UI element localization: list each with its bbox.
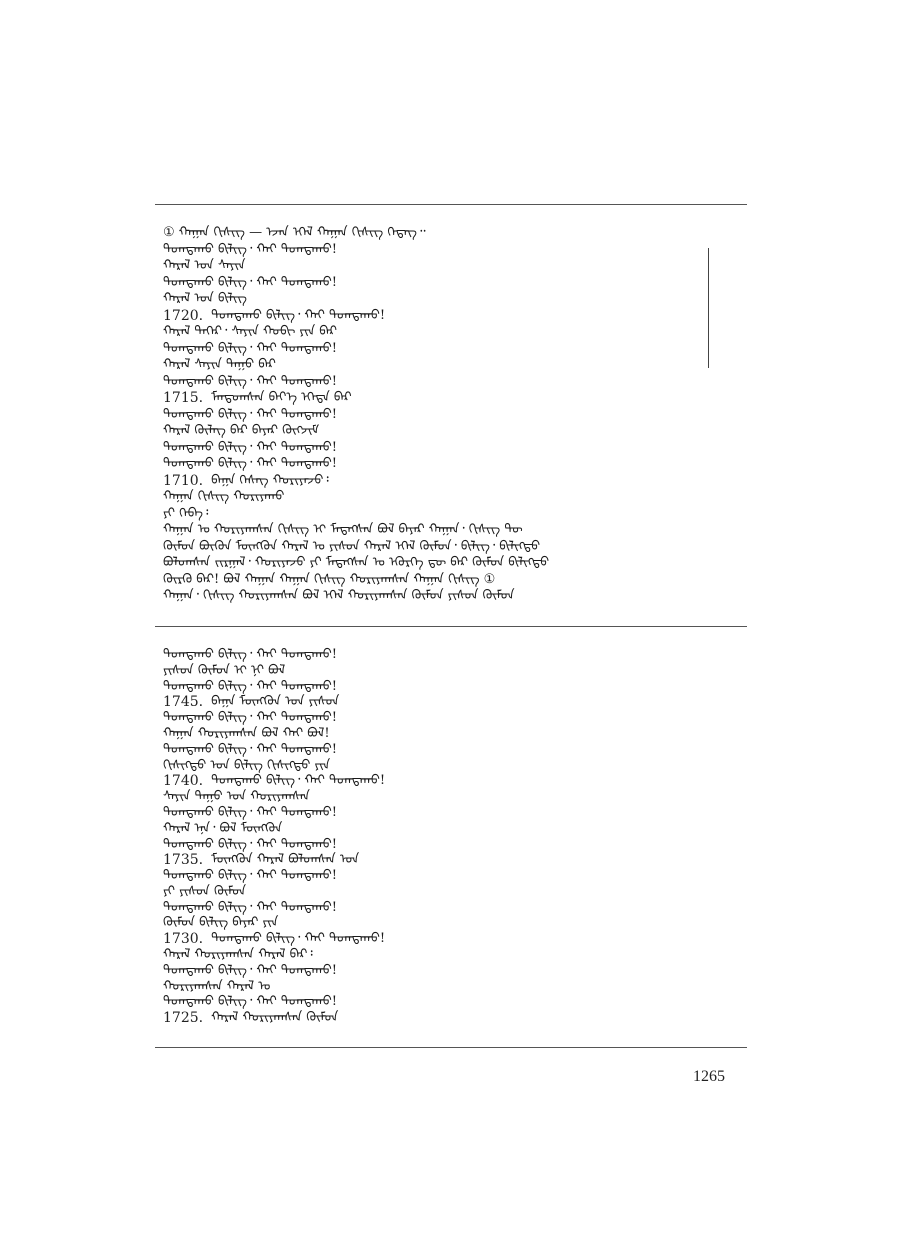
mongolian-text: ᠳᠣᠭᠳᠠᠬᠤ ᠪᠢᠯᠢᠭ᠂ ᠬᠠᠢ ᠳᠣᠭᠳᠠᠬᠤ! [163,868,337,883]
line-number: 1725. [163,1010,204,1026]
line-number: 1735. [163,852,204,868]
mongolian-text: ᠪᠠᠭᠠ ᠬᠡᠰᠡᠭ ᠬᠤᠷᠢᠶᠠᠵᠤ᠄ [211,473,329,488]
line-number: 1710. [163,473,204,489]
line-number: 1720. [163,308,204,324]
mongolian-text: ᠳᠣᠭᠳᠠᠬᠤ ᠪᠢᠯᠢᠭ᠂ ᠬᠠᠢ ᠳᠣᠭᠳᠠᠬᠤ! [163,407,337,422]
mongolian-text: ᠬᠠᠷᠠᠯ ᠣᠨ ᠰᠠᠶᠢᠨ [163,258,246,273]
mongolian-text: ᠳᠣᠭᠳᠠᠬᠤ ᠪᠢᠯᠢᠭ᠂ ᠬᠠᠢ ᠳᠣᠭᠳᠠᠬᠤ! [163,679,337,694]
page-number: 1265 [693,1068,725,1085]
text-line [163,586,515,606]
mongolian-text: ᠳᠣᠭᠳᠠᠬᠤ ᠪᠢᠯᠢᠭ᠂ ᠬᠠᠢ ᠳᠣᠭᠳᠠᠬᠤ! [163,994,337,1009]
mongolian-text: ᠶᠢ ᠭᠡᠪᠡ᠄ [163,506,209,521]
mongolian-text: ᠳᠣᠭᠳᠠᠬᠤ ᠪᠢᠯᠢᠭ᠂ ᠬᠠᠢ ᠳᠣᠭᠳᠠᠬᠤ! [163,647,337,662]
mongolian-text: ᠳᠣᠭᠳᠠᠬᠤ ᠪᠢᠯᠢᠭ᠂ ᠬᠠᠢ ᠳᠣᠭᠳᠠᠬᠤ! [163,837,337,852]
mongolian-text: ① ᠬᠠᠭᠠᠨ ᠬᠢᠰᠢᠭ — ᠡᠵᠡᠨ ᠡᠭᠡᠯ ᠬᠠᠭᠠᠨ ᠬᠢᠰᠢᠭ ᠭᠡᠳᠡᠭ᠃ [163,225,426,240]
mongolian-text: ᠬᠠᠷᠠᠯ ᠰᠠᠶᠢᠨ ᠳᠠᠭᠤ ᠪᠡᠷ [163,357,276,372]
text-line [163,1008,338,1028]
mongolian-text: ᠬᠠᠭᠠᠨ ᠬᠤᠷᠢᠶᠠᠭᠰᠠᠨ ᠪᠣᠯ ᠬᠠᠢ ᠪᠣᠯ! [163,726,330,741]
mongolian-text: ᠳᠣᠭᠳᠠᠬᠤ ᠪᠢᠯᠢᠭ᠂ ᠬᠠᠢ ᠳᠣᠭᠳᠠᠬᠤ! [163,710,337,725]
mongolian-text: ᠬᠦᠷᠬᠦ ᠪᠡᠷ! ᠪᠣᠯ ᠬᠠᠭᠠᠨ ᠬᠠᠭᠠᠨ ᠬᠢᠰᠢᠭ ᠬᠤᠷᠢᠶᠠᠭᠰᠠᠨ ᠬᠠᠭᠠᠨ ᠬᠢᠰᠢᠭ ① [163,572,496,587]
mongolian-text: ᠳᠣᠭᠳᠠᠬᠤ ᠪᠢᠯᠢᠭ᠂ ᠬᠠᠢ ᠳᠣᠭᠳᠠᠬᠤ! [163,275,337,290]
mongolian-text: ᠳᠣᠭᠳᠠᠬᠤ ᠪᠢᠯᠢᠭ᠂ ᠬᠠᠢ ᠳᠣᠭᠳᠠᠬᠤ! [163,742,337,757]
mongolian-text: ᠬᠠᠷᠠᠯ ᠬᠤᠷᠢᠶᠠᠭᠰᠠᠨ ᠬᠠᠷᠠᠯ ᠪᠡᠷ᠄ [163,947,313,962]
line-number: 1745. [163,694,204,710]
mongolian-text: ᠳᠣᠭᠳᠠᠬᠤ ᠪᠢᠯᠢᠭ᠂ ᠬᠠᠢ ᠳᠣᠭᠳᠠᠬᠤ! [163,440,337,455]
mongolian-text: ᠬᠥᠮᠦᠨ ᠪᠦᠬᠦᠨ ᠮᠥᠩᠭᠦᠨ ᠬᠠᠷᠠᠯ ᠣ ᠶᠢᠰᠦᠨ ᠬᠠᠷᠠᠯ ᠡᠭᠡᠯ ᠬᠥᠮᠦᠨ᠂ ᠪᠢᠯᠢᠭ᠂ ᠪᠢᠯᠢᠭᠲᠦ [163,539,541,554]
mongolian-text: ᠬᠠᠷᠠᠯ ᠣᠨ ᠪᠢᠯᠢᠭ [163,291,247,306]
mongolian-text: ᠬᠤᠷᠢᠶᠠᠭᠰᠠᠨ ᠬᠠᠷᠠᠯ ᠣ [163,979,271,994]
line-number: 1715. [163,390,204,406]
mongolian-text: ᠳᠣᠭᠳᠠᠬᠤ ᠪᠢᠯᠢᠭ᠂ ᠬᠠᠢ ᠳᠣᠭᠳᠠᠬᠤ! [163,805,337,820]
mongolian-text: ᠬᠢᠰᠢᠭᠲᠦ ᠣᠨ ᠪᠢᠯᠢᠭ ᠬᠢᠰᠢᠭᠲᠦ ᠶᠢᠨ [163,758,331,773]
mongolian-text: ᠬᠠᠷᠠᠯ ᠳᠡᠭᠡᠷ᠂ ᠰᠠᠶᠢᠨ ᠬᠤᠪᠢ ᠶᠢᠨ ᠪᠡᠷ [163,324,337,339]
mongolian-text: ᠶᠢ ᠶᠢᠰᠦᠨ ᠬᠥᠮᠦᠨ [163,884,247,899]
upper-text-panel [155,205,747,625]
mongolian-text: ᠳᠣᠭᠳᠠᠬᠤ ᠪᠢᠯᠢᠭ᠂ ᠬᠠᠢ ᠳᠣᠭᠳᠠᠬᠤ! [163,456,337,471]
mongolian-text: ᠬᠠᠭᠠᠨ᠂ ᠬᠢᠰᠢᠭ ᠬᠤᠷᠢᠶᠠᠭᠰᠠᠨ ᠪᠣᠯ ᠡᠭᠡᠯ ᠬᠤᠷᠢᠶᠠᠭᠰᠠᠨ ᠬᠥᠮᠦᠨ ᠶᠢᠰᠦᠨ ᠬᠥᠮᠦᠨ [163,588,515,603]
mongolian-text: ᠳᠣᠭᠳᠠᠬᠤ ᠪᠢᠯᠢᠭ᠂ ᠬᠠᠢ ᠳᠣᠭᠳᠠᠬᠤ! [163,242,337,257]
mongolian-text: ᠳᠣᠭᠳᠠᠬᠤ ᠪᠢᠯᠢᠭ᠂ ᠬᠠᠢ ᠳᠣᠭᠳᠠᠬᠤ! [163,374,337,389]
line-number: 1730. [163,931,204,947]
lower-text-panel [155,627,747,1046]
mongolian-text: ᠬᠠᠷᠠᠯ ᠡᠨᠡ᠂ ᠪᠣᠯ ᠮᠥᠩᠭᠦᠨ [163,821,283,836]
mongolian-text: ᠬᠠᠷᠠᠯ ᠬᠥᠯᠡᠭ ᠪᠡᠷ ᠪᠠᠶᠠᠷ ᠬᠥᠭᠵᠢᠮ [163,423,320,438]
mongolian-text: ᠳᠣᠭᠳᠠᠬᠤ ᠪᠢᠯᠢᠭ᠂ ᠬᠠᠢ ᠳᠣᠭᠳᠠᠬᠤ! [211,308,386,323]
mongolian-text: ᠬᠠᠭᠠᠨ ᠬᠢᠰᠢᠭ ᠬᠤᠷᠢᠶᠠᠬᠤ [163,489,285,504]
mongolian-text: ᠪᠠᠭᠠ ᠮᠥᠩᠭᠦᠨ ᠣᠨ ᠶᠢᠰᠦᠨ [211,694,340,709]
mongolian-text: ᠳᠣᠭᠳᠠᠬᠤ ᠪᠢᠯᠢᠭ᠂ ᠬᠠᠢ ᠳᠣᠭᠳᠠᠬᠤ! [211,931,386,946]
mongolian-text: ᠬᠠᠭᠠᠨ ᠣ ᠬᠤᠷᠢᠶᠠᠭᠰᠠᠨ ᠬᠢᠰᠢᠭ ᠢ ᠮᠡᠳᠡᠭᠰᠡᠨ ᠪᠣᠯ ᠪᠠᠶᠠᠷ ᠬᠠᠭᠠᠨ᠂ ᠬᠢᠰᠢᠭ ᠲᠦ [163,522,523,537]
footnote-divider [708,248,709,368]
line-number: 1740. [163,773,204,789]
mongolian-text: ᠬᠥᠮᠦᠨ ᠪᠢᠯᠢᠭ ᠪᠠᠶᠠᠷ ᠶᠢᠨ [163,915,279,930]
bottom-rule [155,1047,747,1048]
mongolian-text: ᠶᠢᠰᠦᠨ ᠬᠥᠮᠦᠨ ᠢ ᠨᠢ ᠪᠣᠯ [163,663,286,678]
mongolian-text: ᠳᠣᠭᠳᠠᠬᠤ ᠪᠢᠯᠢᠭ᠂ ᠬᠠᠢ ᠳᠣᠭᠳᠠᠬᠤ! [163,900,337,915]
mongolian-text: ᠬᠠᠷᠠᠯ ᠬᠤᠷᠢᠶᠠᠭᠰᠠᠨ ᠬᠥᠮᠦᠨ [211,1010,339,1025]
mongolian-text: ᠳᠣᠭᠳᠠᠬᠤ ᠪᠢᠯᠢᠭ᠂ ᠬᠠᠢ ᠳᠣᠭᠳᠠᠬᠤ! [163,341,337,356]
mongolian-text: ᠳᠣᠭᠳᠠᠬᠤ ᠪᠢᠯᠢᠭ᠂ ᠬᠠᠢ ᠳᠣᠭᠳᠠᠬᠤ! [211,773,386,788]
mongolian-text: ᠰᠠᠶᠢᠨ ᠳᠠᠭᠤ ᠣᠨ ᠬᠤᠷᠢᠶᠠᠭᠰᠠᠨ [163,789,310,804]
mongolian-text: ᠳᠣᠭᠳᠠᠬᠤ ᠪᠢᠯᠢᠭ᠂ ᠬᠠᠢ ᠳᠣᠭᠳᠠᠬᠤ! [163,963,337,978]
mongolian-text: ᠮᠠᠨᠳᠤᠭᠰᠠᠨ ᠪᠡᠶ᠎ᠡ ᠡᠭᠡᠳᠡ ᠪᠡᠷ [211,390,352,405]
mongolian-text: ᠮᠥᠩᠭᠦᠨ ᠬᠠᠷᠠᠯ ᠪᠣᠯᠤᠭᠰᠠᠨ ᠣᠨ [211,852,360,867]
mongolian-text: ᠪᠣᠯᠤᠭᠰᠠᠨ ᠵᠢᠷᠭᠠᠯ᠂ ᠬᠤᠷᠢᠶᠠᠵᠤ ᠶᠢ ᠮᠡᠳᠡᠭᠰᠡᠨ ᠣ ᠡᠭᠦᠷᠭᠡ ᠳᠦ ᠪᠡᠷ ᠬᠥᠮᠦᠨ ᠪᠢᠯᠢᠭᠲᠦ [163,555,550,570]
